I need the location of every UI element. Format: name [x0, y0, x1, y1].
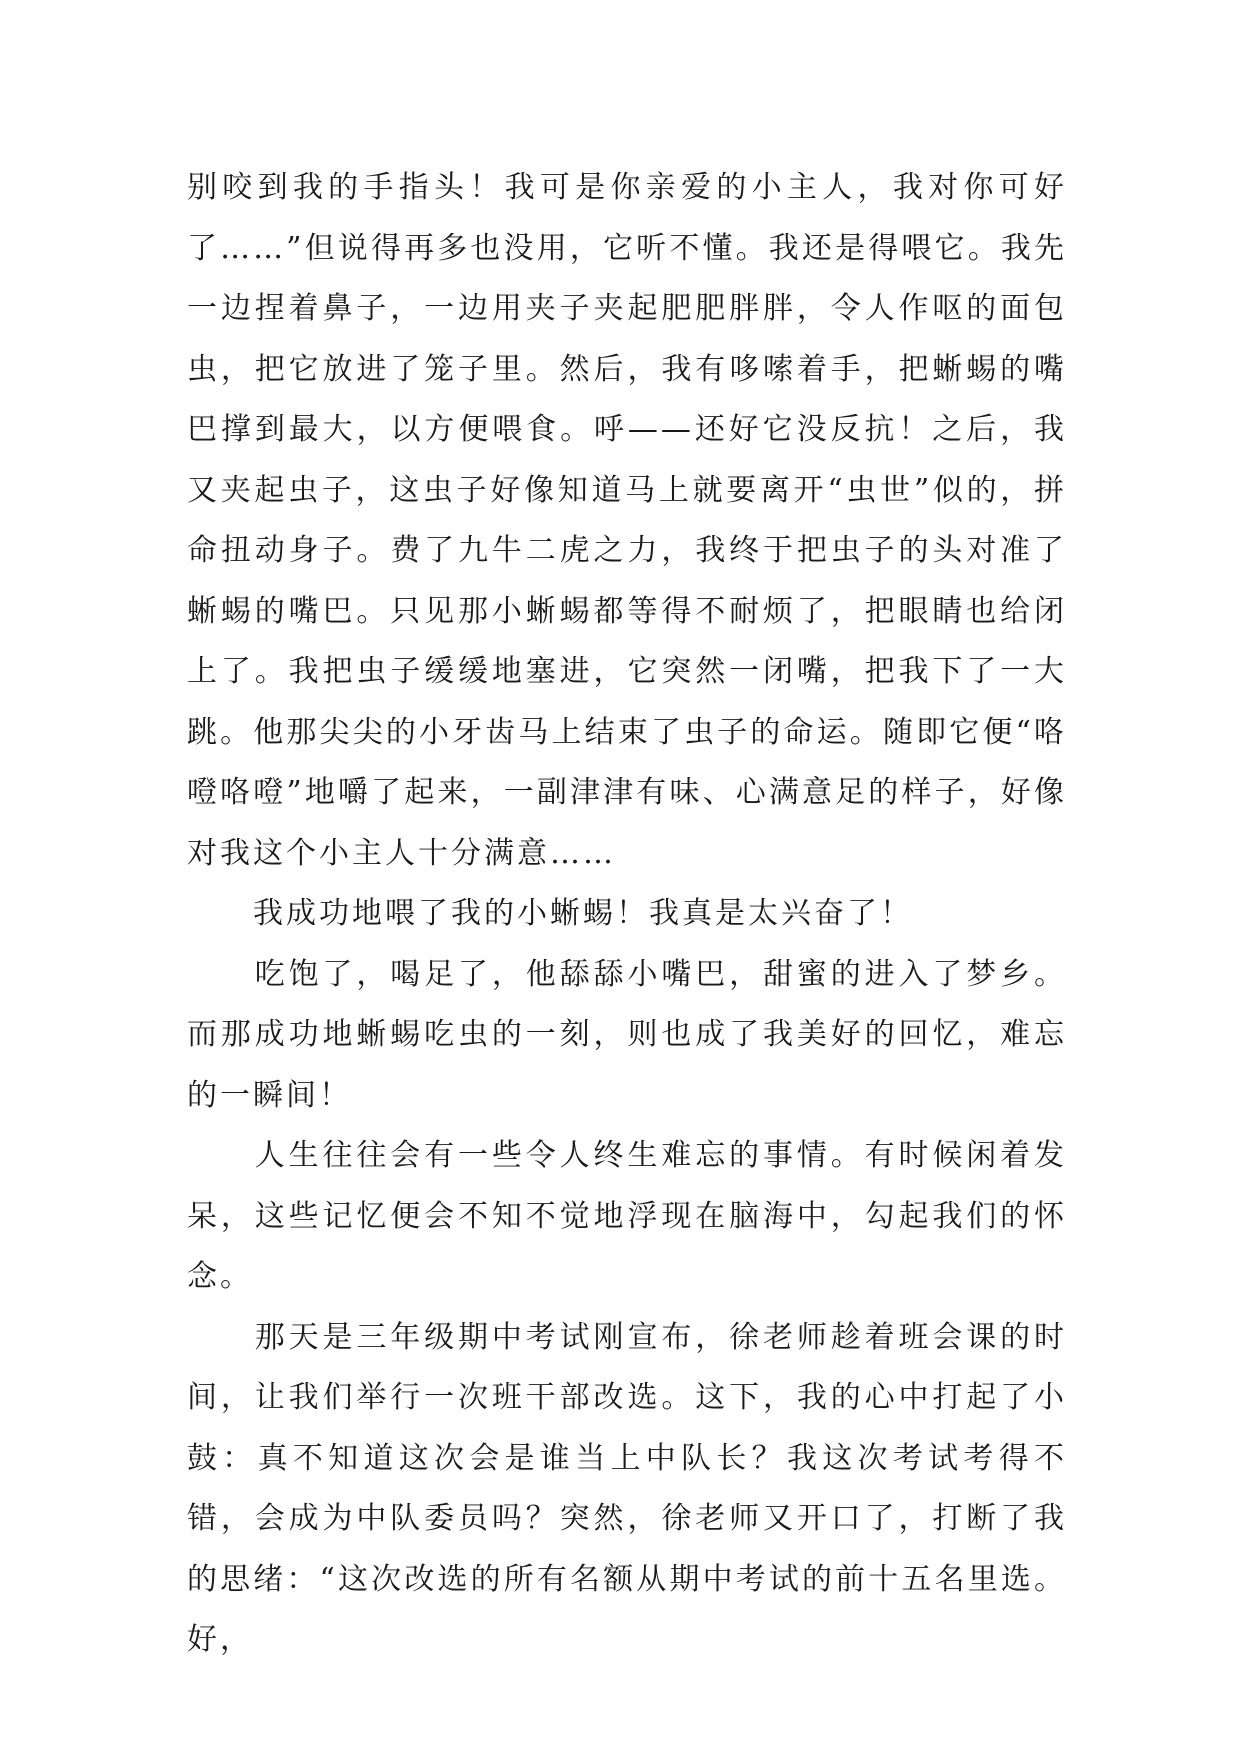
paragraph-class-election: 那天是三年级期中考试刚宣布，徐老师趁着班会课的时间，让我们举行一次班干部改选。这下，我的心中打起了小鼓：真不知道这次会是谁当上中队长？我这次考试考得不错，会成为中队委员吗？突然，徐老师又开口了，打断了我的思绪：“这次改选的所有名额从期中考试的前十五名里选。好，	[187, 1319, 1067, 1657]
paragraph-success: 我成功地喂了我的小蜥蜴！我真是太兴奋了！	[187, 896, 913, 931]
paragraph-satisfied: 吃饱了，喝足了，他舔舔小嘴巴，甜蜜的进入了梦乡。而那成功地蜥蜴吃虫的一刻，则也成了我美好的回忆，难忘的一瞬间！	[187, 956, 1067, 1113]
document-body	[187, 158, 1067, 1671]
paragraph-lizard-feeding: 别咬到我的手指头！我可是你亲爱的小主人，我对你可好了……”但说得再多也没用，它听不懂。我还是得喂它。我先一边捏着鼻子，一边用夹子夹起肥肥胖胖，令人作呕的面包虫，把它放进了笼子里。然后，我有哆嗦着手，把蜥蜴的嘴巴撑到最大，以方便喂食。呼——还好它没反抗！之后，我又夹起虫子，这虫子好像知道马上就要离开“虫世”似的，拼命扭动身子。费了九牛二虎之力，我终于把虫子的头对准了蜥蜴的嘴巴。只见那小蜥蜴都等得不耐烦了，把眼睛也给闭上了。我把虫子缓缓地塞进，它突然一闭嘴，把我下了一大跳。他那尖尖的小牙齿马上结束了虫子的命运。随即它便“咯噔咯噔”地嚼了起来，一副津津有味、心满意足的样子，好像对我这个小主人十分满意……	[187, 170, 1067, 871]
paragraph-memories: 人生往往会有一些令人终生难忘的事情。有时候闲着发呆，这些记忆便会不知不觉地浮现在脑海中，勾起我们的怀念。	[187, 1138, 1067, 1294]
